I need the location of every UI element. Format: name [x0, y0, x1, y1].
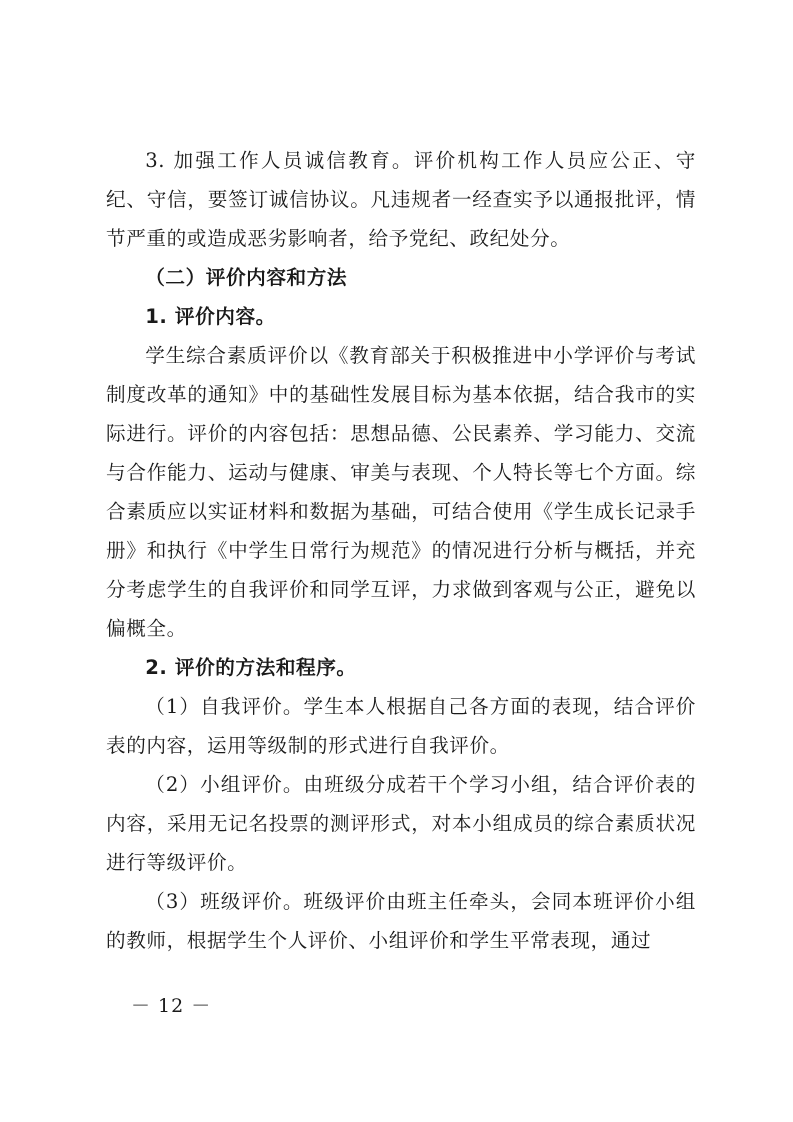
paragraph-self-evaluation: （1）自我评价。学生本人根据自己各方面的表现，结合评价表的内容，运用等级制的形式进行自我评价。 — [106, 695, 696, 757]
page-number: － 12 － — [131, 995, 212, 1017]
paragraph-group-evaluation: （2）小组评价。由班级分成若干个学习小组，结合评价表的内容，采用无记名投票的测评形式，对本小组成员的综合素质状况进行等级评价。 — [106, 773, 696, 874]
subheading-evaluation-method-procedure: 2. 评价的方法和程序。 — [145, 656, 357, 679]
paragraph-evaluation-content: 学生综合素质评价以《教育部关于积极推进中小学评价与考试制度改革的通知》中的基础性发展目标为基本依据，结合我市的实际进行。评价的内容包括：思想品德、公民素养、学习能力、交流与合作能力、运动与健康、审美与表现、个人特长等七个方面。综合素质应以实证材料和数据为基础，可结合使用《学生成长记录手册》和执行《中学生日常行为规范》的情况进行分析与概括，并充分考虑学生的自我评价和同学互评，力求做到客观与公正，避免以偏概全。 — [106, 344, 696, 640]
paragraph-integrity-education: 3. 加强工作人员诚信教育。评价机构工作人员应公正、守纪、守信，要签订诚信协议。凡违规者一经查实予以通报批评，情节严重的或造成恶劣影响者，给予党纪、政纪处分。 — [106, 149, 696, 250]
section-heading-evaluation-content-method: （二）评价内容和方法 — [145, 266, 348, 289]
paragraph-class-evaluation: （3）班级评价。班级评价由班主任牵头，会同本班评价小组的教师，根据学生个人评价、小组评价和学生平常表现，通过 — [106, 890, 696, 952]
subheading-evaluation-content: 1. 评价内容。 — [145, 305, 276, 328]
document-body — [106, 141, 696, 960]
